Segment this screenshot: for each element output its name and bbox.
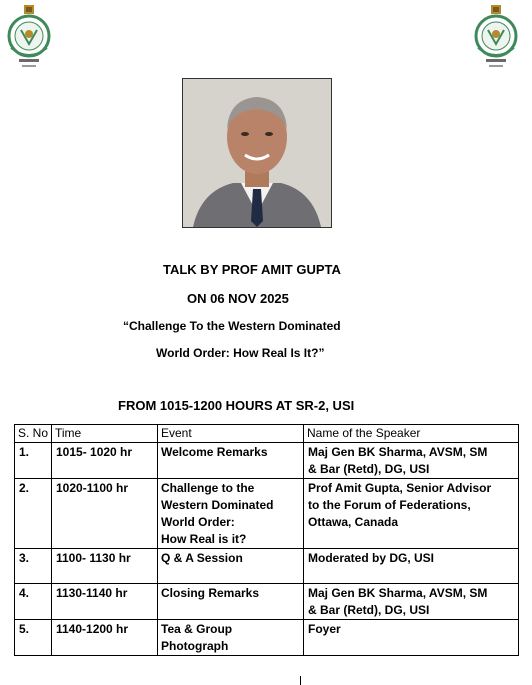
table-row: [15, 549, 519, 584]
row-speaker: Moderated by DG, USI: [304, 549, 519, 584]
table-row: [15, 620, 519, 656]
column-header-speaker: Name of the Speaker: [304, 425, 519, 443]
row-time: 1130-1140 hr: [52, 584, 158, 620]
row-sno: 5.: [15, 620, 52, 656]
speaker-photo: [182, 78, 332, 228]
column-header-event: Event: [158, 425, 304, 443]
talk-venue-time: FROM 1015-1200 HOURS AT SR-2, USI: [118, 398, 355, 413]
usi-emblem-icon: [472, 4, 520, 72]
row-event: Welcome Remarks: [158, 443, 304, 479]
row-sno: 2.: [15, 479, 52, 549]
schedule-table: [14, 424, 519, 656]
table-row: [15, 443, 519, 479]
usi-emblem-icon: [5, 4, 53, 72]
row-time: 1015- 1020 hr: [52, 443, 158, 479]
talk-title: TALK BY PROF AMIT GUPTA: [163, 262, 341, 277]
row-event: Challenge to the Western Dominated World Order: How Real is it?: [158, 479, 304, 549]
table-row: [15, 584, 519, 620]
row-time: 1100- 1130 hr: [52, 549, 158, 584]
row-event: Q & A Session: [158, 549, 304, 584]
row-time: 1020-1100 hr: [52, 479, 158, 549]
row-event: Tea & Group Photograph: [158, 620, 304, 656]
talk-date: ON 06 NOV 2025: [187, 291, 289, 306]
column-header-time: Time: [52, 425, 158, 443]
talk-subtitle-line-2: World Order: How Real Is It?”: [156, 346, 325, 360]
text-cursor: [300, 676, 301, 685]
row-speaker: Maj Gen BK Sharma, AVSM, SM & Bar (Retd), DG, USI: [304, 584, 519, 620]
table-header-row: [15, 425, 519, 443]
row-sno: 1.: [15, 443, 52, 479]
talk-subtitle-line-1: “Challenge To the Western Dominated: [123, 319, 341, 333]
row-speaker: Prof Amit Gupta, Senior Advisor to the Forum of Federations, Ottawa, Canada: [304, 479, 519, 549]
table-row: [15, 479, 519, 549]
row-event: Closing Remarks: [158, 584, 304, 620]
row-speaker: Foyer: [304, 620, 519, 656]
column-header-sno: S. No: [15, 425, 52, 443]
row-speaker: Maj Gen BK Sharma, AVSM, SM & Bar (Retd), DG, USI: [304, 443, 519, 479]
row-sno: 3.: [15, 549, 52, 584]
row-time: 1140-1200 hr: [52, 620, 158, 656]
row-sno: 4.: [15, 584, 52, 620]
